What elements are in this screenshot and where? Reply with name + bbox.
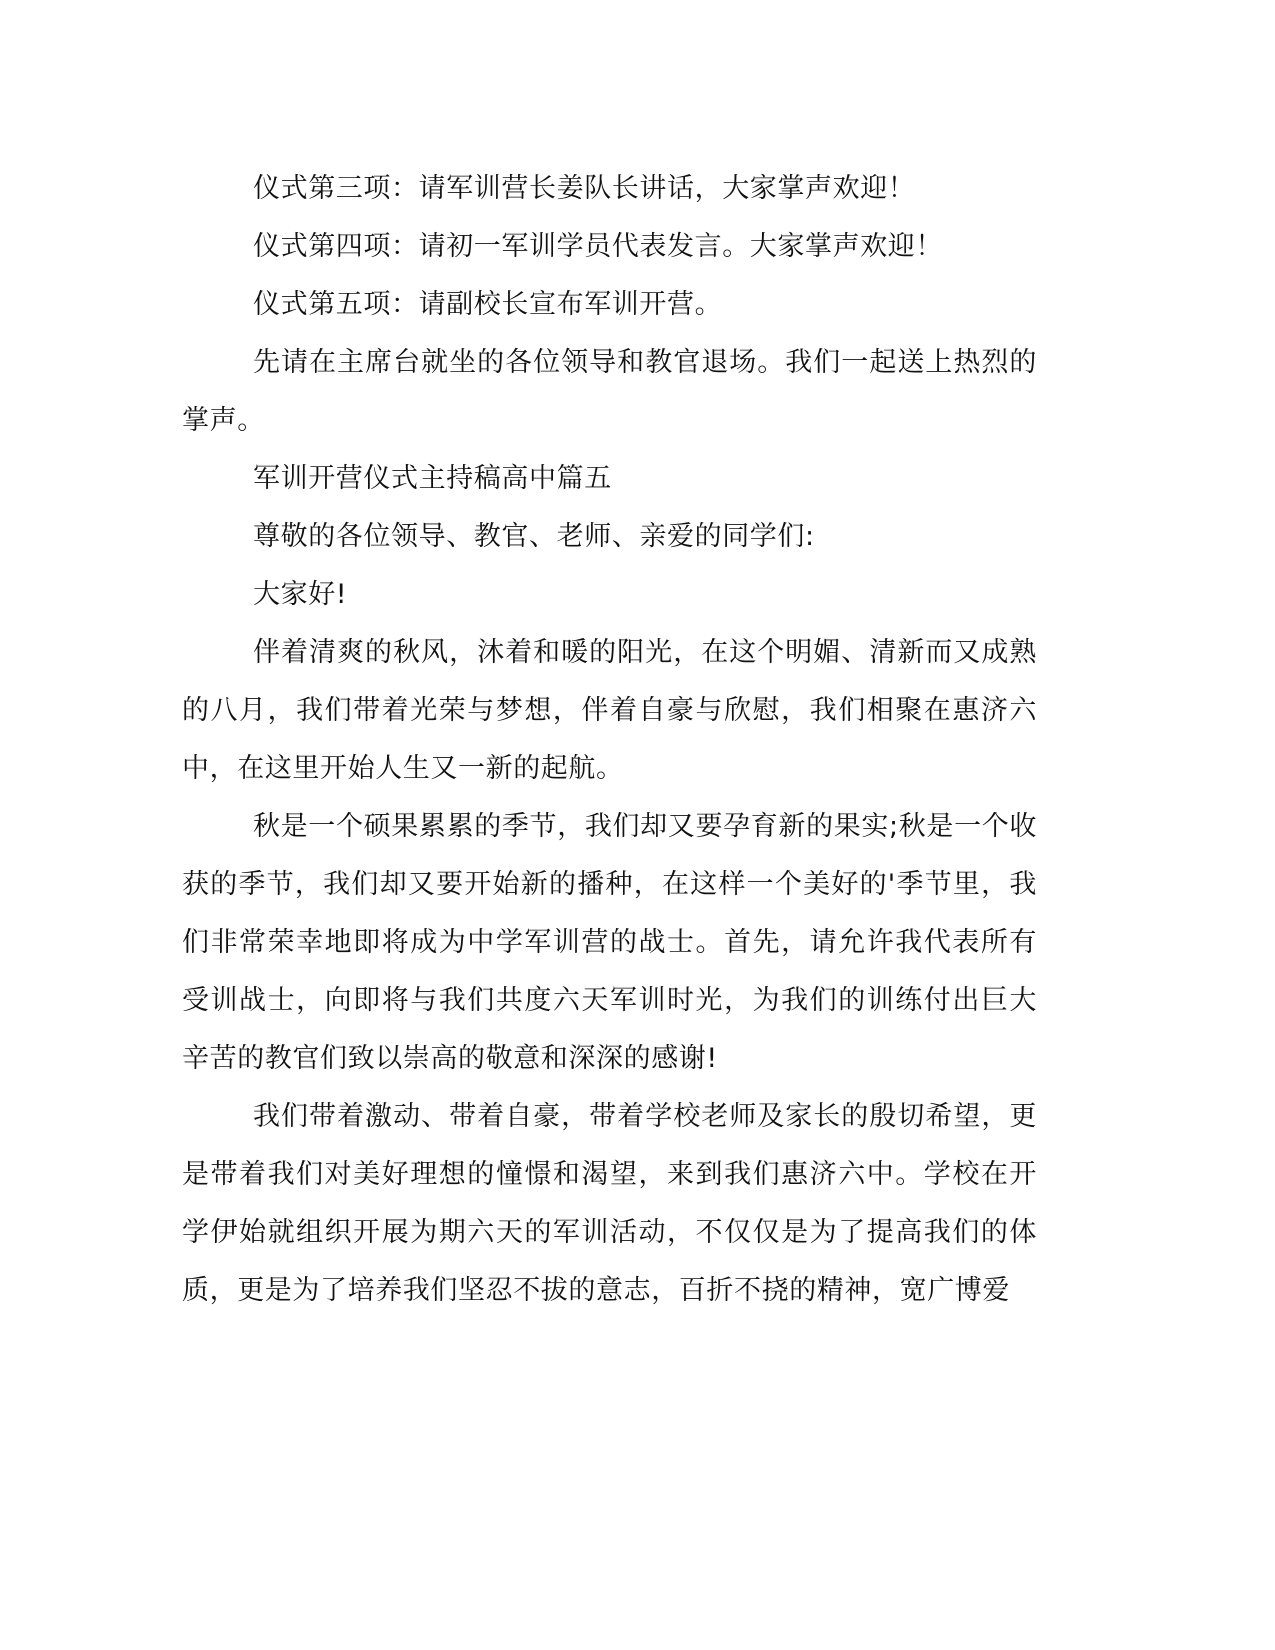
paragraph-autumn: 秋是一个硕果累累的季节，我们却又要孕育新的果实;秋是一个收获的季节，我们却又要开始新的播种，在这样一个美好的'季节里，我们非常荣幸地即将成为中学军训营的战士。首先，请允许我代表所有受训战士，向即将与我们共度六天军训时光，为我们的训练付出巨大辛苦的教官们致以崇高的敬意和深深的感谢! xyxy=(182,811,1037,1074)
paragraph-ceremony-item-4: 仪式第四项：请初一军训学员代表发言。大家掌声欢迎！ xyxy=(253,231,943,262)
paragraph-purpose: 我们带着激动、带着自豪，带着学校老师及家长的殷切希望，更是带着我们对美好理想的憧憬和渴望，来到我们惠济六中。学校在开学伊始就组织开展为期六天的军训活动，不仅仅是为了提高我们的体质，更是为了培养我们坚忍不拔的意志，百折不挠的精神，宽广博爱 xyxy=(182,1101,1037,1306)
greeting: 大家好! xyxy=(253,579,348,610)
paragraph-ceremony-item-5: 仪式第五项：请副校长宣布军训开营。 xyxy=(253,289,723,320)
paragraph-opening: 伴着清爽的秋风，沐着和暖的阳光，在这个明媚、清新而又成熟的八月，我们带着光荣与梦想，伴着自豪与欣慰，我们相聚在惠济六中，在这里开始人生又一新的起航。 xyxy=(182,637,1037,784)
salutation: 尊敬的各位领导、教官、老师、亲爱的同学们: xyxy=(253,521,815,552)
section-heading: 军训开营仪式主持稿高中篇五 xyxy=(253,463,612,494)
document-body xyxy=(182,160,1037,1320)
paragraph-closing-remarks: 先请在主席台就坐的各位领导和教官退场。我们一起送上热烈的掌声。 xyxy=(182,347,1037,436)
paragraph-ceremony-item-3: 仪式第三项：请军训营长姜队长讲话，大家掌声欢迎！ xyxy=(253,173,916,204)
